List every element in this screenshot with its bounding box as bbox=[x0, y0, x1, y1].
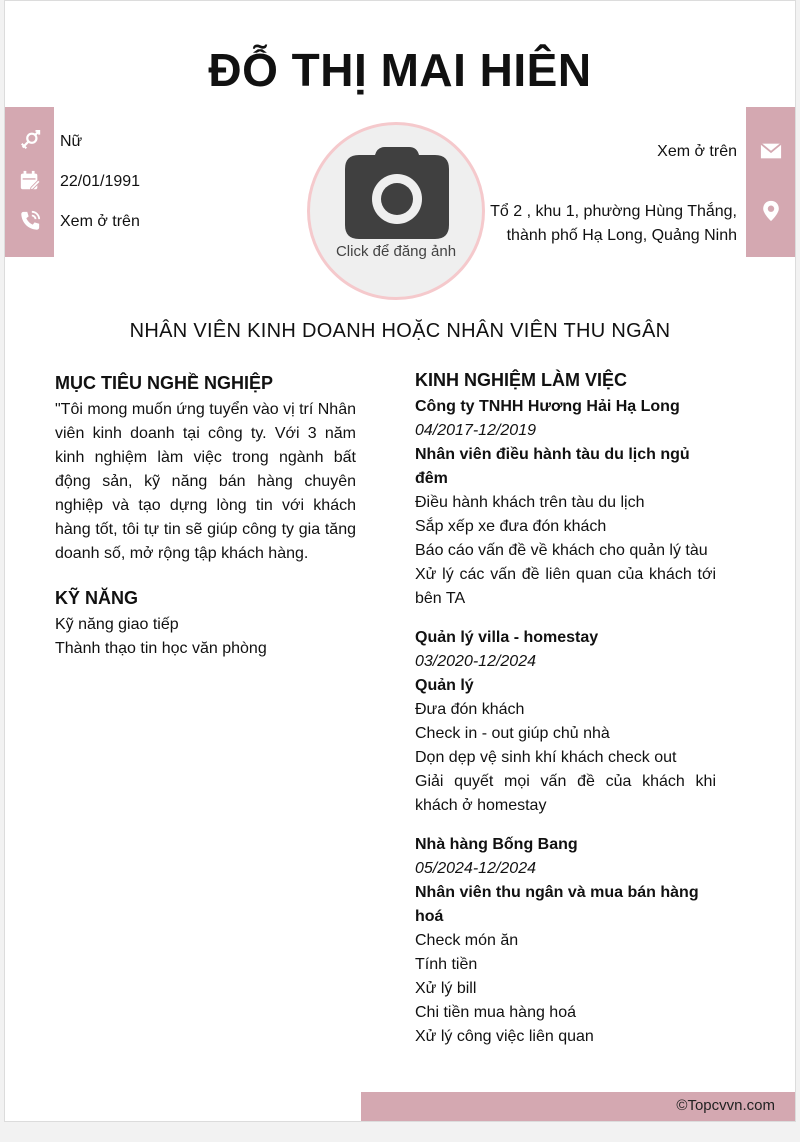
contact-band-right bbox=[746, 107, 795, 257]
job-task: Dọn dẹp vệ sinh khí khách check out bbox=[415, 749, 677, 766]
job-position: Nhân viên điều hành tàu du lịch ngủ đêm bbox=[415, 446, 690, 487]
avatar-upload[interactable] bbox=[307, 122, 485, 300]
job-task: Xử lý công việc liên quan bbox=[415, 1028, 594, 1045]
job-entry bbox=[415, 833, 716, 1049]
email-icon bbox=[760, 140, 782, 162]
gender-value: Nữ bbox=[60, 133, 83, 150]
job-task: Check món ăn bbox=[415, 932, 519, 949]
left-column bbox=[55, 370, 356, 661]
objective-text: "Tôi mong muốn ứng tuyển vào vị trí Nhân viên kinh doanh tại công ty. Với 3 năm kinh nghiệm làm việc trong ngành bất động sản, kỹ năng bán hàng chuyên nghiệp và tạo dựng lòng tin với khách hàng tốt, tôi tự tin sẽ giúp công ty gia tăng doanh số, mở rộng tập khách hàng. bbox=[55, 401, 356, 562]
job-position: Nhân viên thu ngân và mua bán hàng hoá bbox=[415, 884, 699, 925]
job-task: Giải quyết mọi vấn đề của khách khi khách ở homestay bbox=[415, 773, 716, 814]
address-line-1: Tổ 2 , khu 1, phường Hùng Thắng, bbox=[490, 203, 737, 220]
job-task: Đưa đón khách bbox=[415, 701, 525, 718]
job-task: Check in - out giúp chủ nhà bbox=[415, 725, 610, 742]
job-period: 04/2017-12/2019 bbox=[415, 422, 536, 439]
job-entry bbox=[415, 626, 716, 818]
birthday-value: 22/01/1991 bbox=[60, 173, 141, 190]
cv-page bbox=[4, 0, 796, 1122]
job-period: 05/2024-12/2024 bbox=[415, 860, 536, 877]
right-column bbox=[415, 367, 716, 1064]
camera-icon bbox=[345, 147, 449, 239]
job-task: Sắp xếp xe đưa đón khách bbox=[415, 518, 607, 535]
job-entry bbox=[415, 395, 716, 611]
gender-icon bbox=[19, 130, 41, 152]
candidate-name: ĐỖ THỊ MAI HIÊN bbox=[208, 44, 592, 96]
job-period: 03/2020-12/2024 bbox=[415, 653, 536, 670]
job-company: Công ty TNHH Hương Hải Hạ Long bbox=[415, 398, 680, 415]
job-company: Quản lý villa - homestay bbox=[415, 629, 599, 646]
footer-copyright: ©Topcvvn.com bbox=[676, 1097, 775, 1114]
objective-title: MỤC TIÊU NGHỀ NGHIỆP bbox=[55, 373, 274, 393]
job-headline: NHÂN VIÊN KINH DOANH HOẶC NHÂN VIÊN THU NGÂN bbox=[129, 320, 671, 342]
experience-title: KINH NGHIỆM LÀM VIỆC bbox=[415, 370, 628, 390]
phone-value: Xem ở trên bbox=[60, 213, 140, 230]
footer-bar bbox=[361, 1092, 796, 1122]
phone-icon bbox=[19, 210, 41, 232]
address-value bbox=[490, 200, 737, 248]
job-task: Chi tiền mua hàng hoá bbox=[415, 1004, 576, 1021]
location-icon bbox=[760, 200, 782, 222]
skills-title: KỸ NĂNG bbox=[55, 588, 139, 608]
job-task: Báo cáo vấn đề về khách cho quản lý tàu bbox=[415, 542, 708, 559]
skill-item: Kỹ năng giao tiếp bbox=[55, 616, 179, 633]
email-value: Xem ở trên bbox=[657, 143, 737, 160]
job-company: Nhà hàng Bống Bang bbox=[415, 836, 578, 853]
address-line-2: thành phố Hạ Long, Quảng Ninh bbox=[506, 227, 737, 244]
job-task: Xử lý bill bbox=[415, 980, 477, 997]
job-task: Điều hành khách trên tàu du lịch bbox=[415, 494, 645, 511]
job-task: Tính tiền bbox=[415, 956, 478, 973]
job-position: Quản lý bbox=[415, 677, 474, 694]
avatar-caption: Click để đăng ảnh bbox=[335, 243, 457, 260]
contact-band-left bbox=[5, 107, 54, 257]
calendar-icon bbox=[19, 170, 41, 192]
skill-item: Thành thạo tin học văn phòng bbox=[55, 640, 267, 657]
job-task: Xử lý các vấn đề liên quan của khách tới bên TA bbox=[415, 566, 716, 607]
